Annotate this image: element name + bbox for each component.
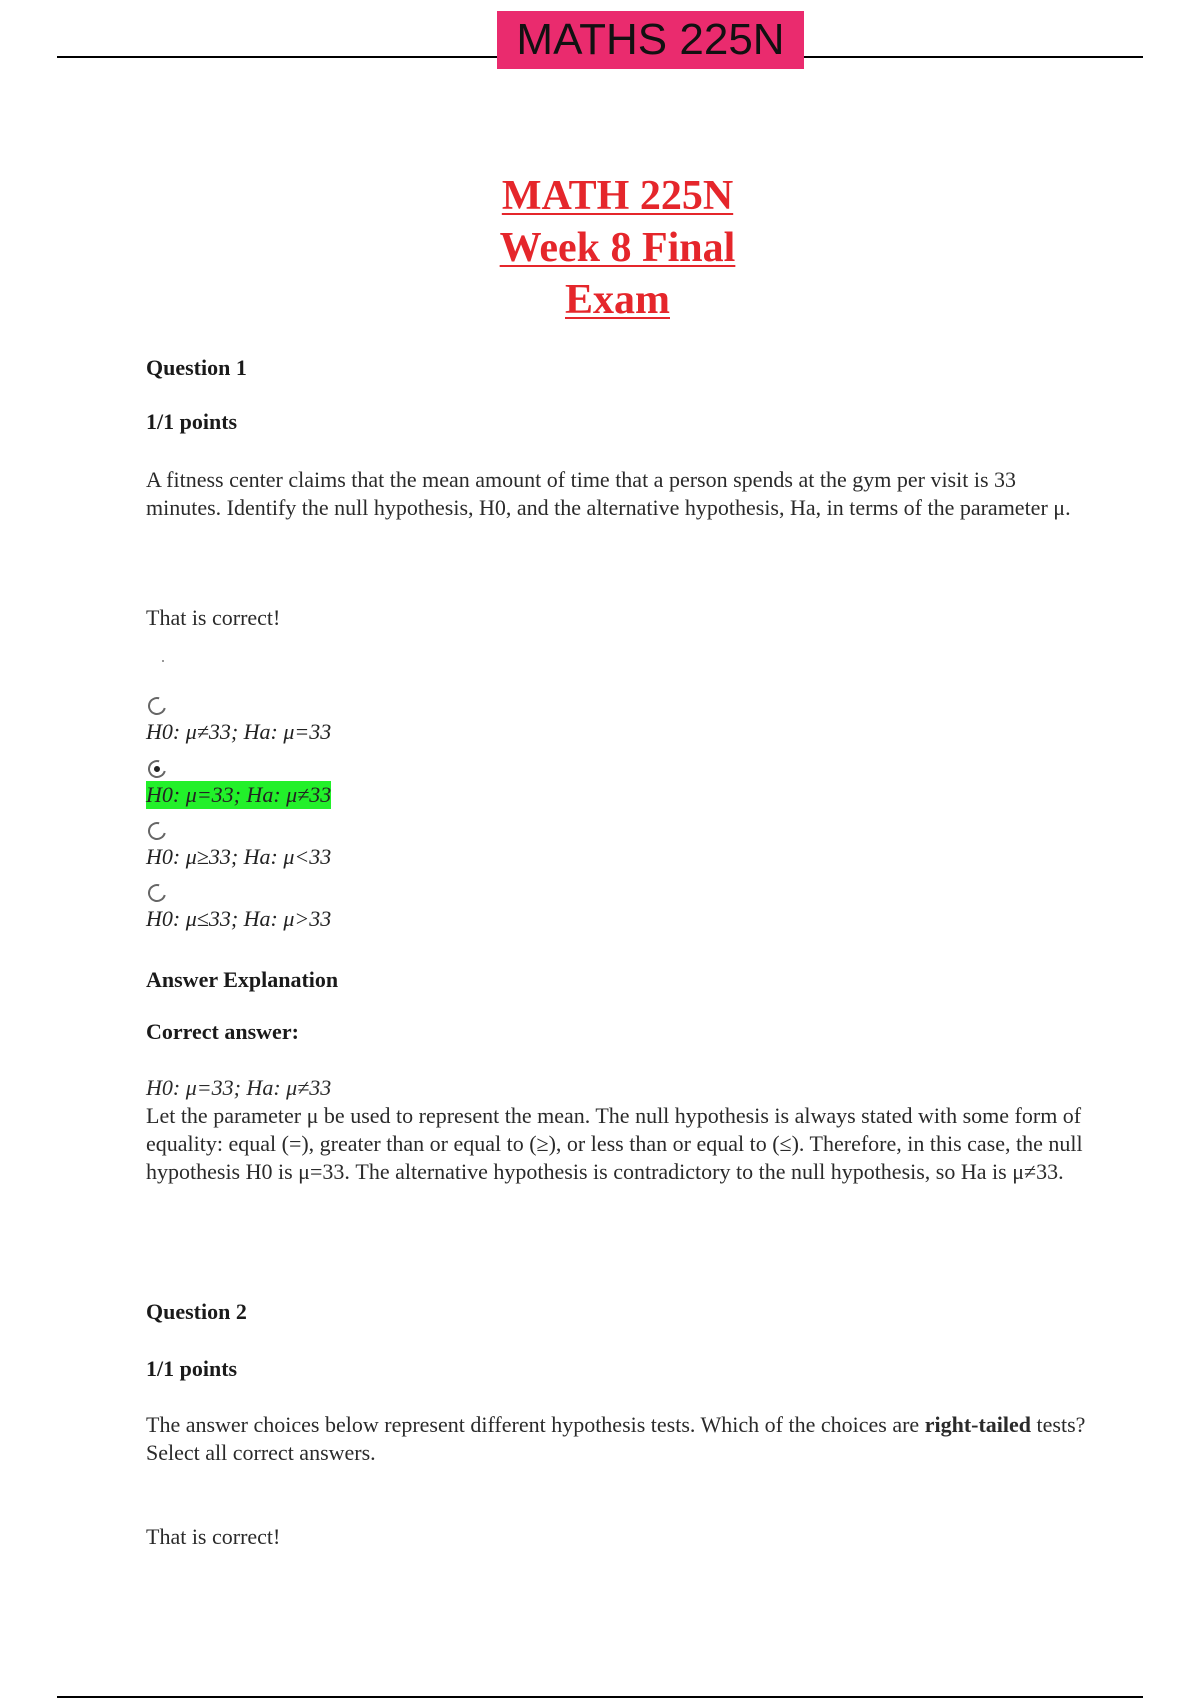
answer-explanation-text: Let the parameter μ be used to represent the mean. The null hypothesis is always stated with some form of equality: equal (=), greater than or equal to (≥), or less than or equal to (≤). Therefore, in this case, the null hypothesis H0 is μ=33. The alternative hypothesis is contradictory to the null hypothesis, so Ha is μ≠33. xyxy=(146,1103,1083,1184)
question-2-prompt-end: tests? Select all correct answers. xyxy=(146,1412,1086,1465)
correct-answer-label: Correct answer: xyxy=(146,1019,299,1044)
question-2-prompt-start: The answer choices below represent different hypothesis tests. Which of the choices are xyxy=(146,1412,925,1437)
question-2-points: 1/1 points xyxy=(146,1356,238,1381)
question-1-prompt: A fitness center claims that the mean amount of time that a person spends at the gym per visit is 33 minutes. Identify the null hypothesis, H0, and the alternative hypothesis, Ha, in terms of the parameter μ. xyxy=(146,467,1071,520)
bottom-rule xyxy=(57,1696,1143,1698)
question-1-feedback: That is correct! xyxy=(146,605,281,630)
choice-3-text[interactable]: H0: μ≥33; Ha: μ<33 xyxy=(146,844,332,869)
course-badge: MATHS 225N xyxy=(497,11,804,69)
choice-2-text[interactable]: H0: μ=33; Ha: μ≠33 xyxy=(146,782,332,807)
stray-dot xyxy=(162,660,164,662)
exam-title-line-1: MATH 225N xyxy=(501,173,734,219)
exam-title-line-3: Exam xyxy=(565,277,670,323)
choice-4-text[interactable]: H0: μ≤33; Ha: μ>33 xyxy=(146,906,332,931)
choice-1-radio[interactable] xyxy=(145,694,170,719)
question-1-points: 1/1 points xyxy=(146,409,238,434)
choice-3-radio[interactable] xyxy=(145,819,170,844)
question-1-label: Question 1 xyxy=(146,355,247,380)
choice-1-text[interactable]: H0: μ≠33; Ha: μ=33 xyxy=(146,719,332,744)
question-2-feedback: That is correct! xyxy=(146,1524,281,1549)
correct-answer-value: H0: μ=33; Ha: μ≠33 xyxy=(146,1075,332,1100)
answer-explanation-heading: Answer Explanation xyxy=(146,967,339,992)
exam-title-line-2: Week 8 Final xyxy=(499,225,736,271)
exam-title xyxy=(400,170,835,326)
question-2-prompt xyxy=(146,1411,1086,1467)
choice-2-radio[interactable] xyxy=(145,757,170,782)
question-2-label: Question 2 xyxy=(146,1299,247,1324)
choice-4-radio[interactable] xyxy=(145,881,170,906)
question-2-prompt-bold: right-tailed xyxy=(924,1412,1032,1437)
